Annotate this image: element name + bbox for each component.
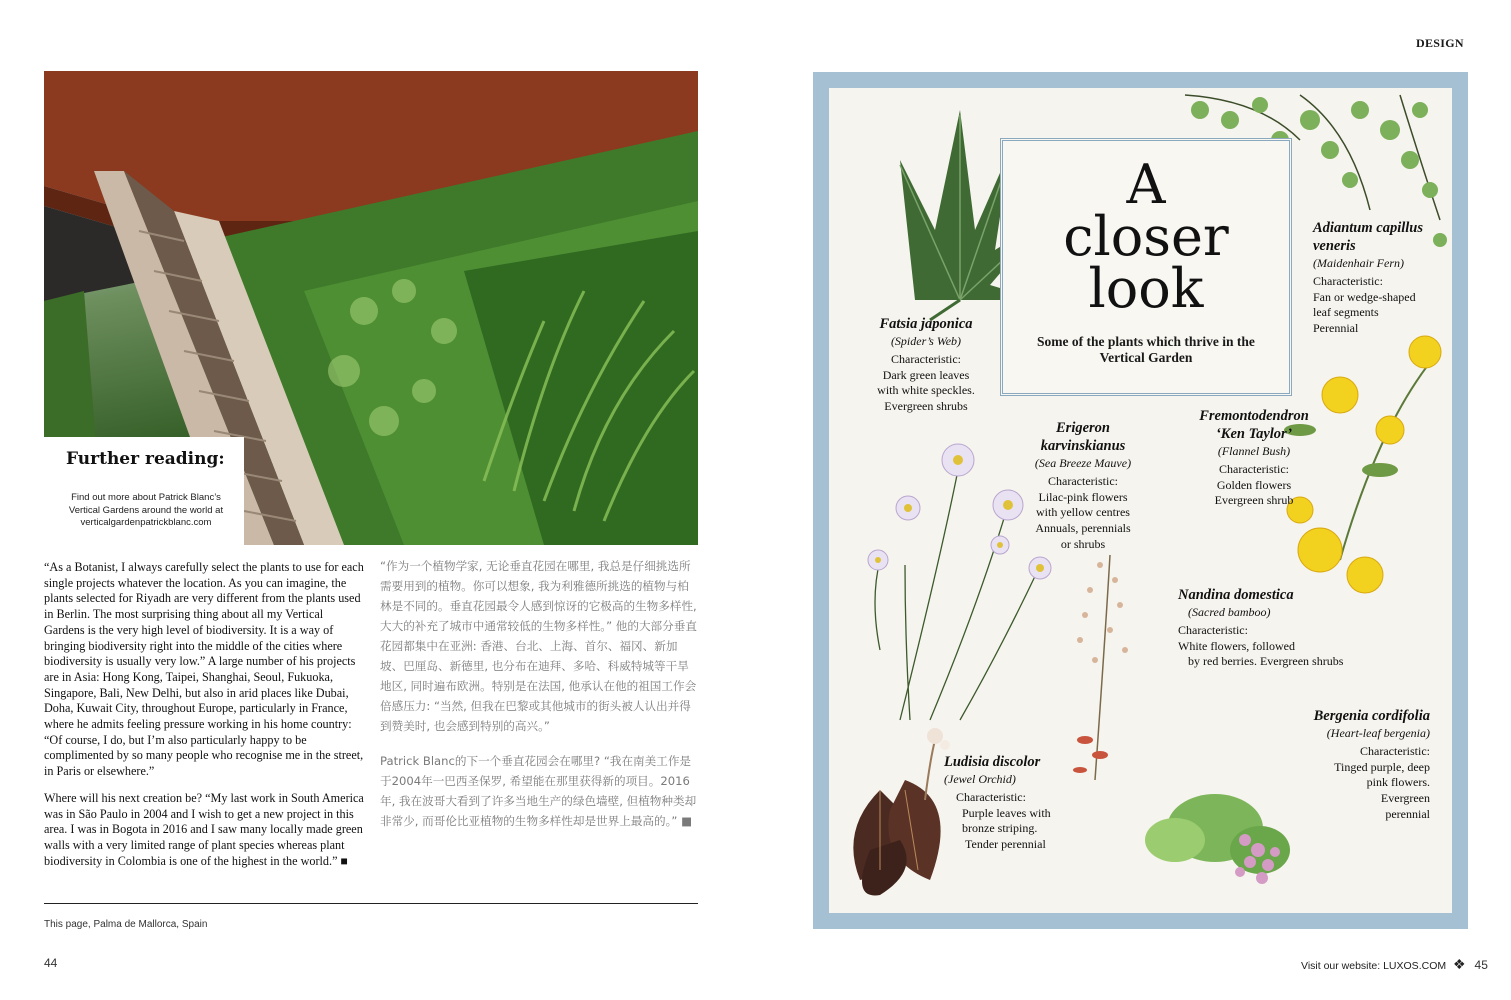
plant-common-name: (Sea Breeze Mauve) (1034, 456, 1132, 470)
plant-label: Characteristic: (1313, 274, 1383, 288)
plant-common-name: (Spider’s Web) (890, 334, 962, 348)
english-paragraph-2: Where will his next creation be? “My last work in South America was in São Paulo in 2004 and I wish to get a new project in this area. I was in Bogota in 2016 and I saw many locally made green walls with a very limited range of plant species whereas plant biodiversity in Colombia is one of the highest in the world.” ■ (44, 790, 364, 868)
plant-desc-line: Evergreen shrub (1214, 493, 1294, 508)
further-reading-text: Find out more about Patrick Blanc’s Vertical Gardens around the world at verticalgardenpatrickblanc.com (68, 492, 224, 528)
orchid-icon (853, 728, 950, 895)
plant-desc-line: pink flowers. (1366, 775, 1430, 790)
plant-desc-line: White flowers, followed (1178, 638, 1295, 653)
plant-desc-line: by red berries. Evergreen shrubs (1188, 654, 1344, 669)
plant-name: Fremontodendron ‘Ken Taylor’ (1199, 408, 1309, 442)
plant-desc-line: or shrubs (1060, 536, 1106, 551)
plant-ludisia (944, 753, 1074, 853)
plant-common-name: (Flannel Bush) (1217, 444, 1291, 458)
plant-name: Bergenia cordifolia (1313, 708, 1430, 724)
english-paragraph-1: “As a Botanist, I always carefully select the plants to use for each single projects whatever the location. As you can imagine, the plants selected for Riyadh are very different from the plants used in Berlin. The most surprising thing about all my Vertical Gardens is the very high level of biodiversity. It is a way of bringing biodiversity right into the middle of the cities where biodiversity is usually very low.” A large number of his projects are in Asia: Hong Kong, Taipei, Shanghai, Seoul, Fukuoka, Singapore, Bali, New Delhi, but also in arid places like Dubai, Doha, Kuwait City, throughout Europe, particularly in France, where he admits feeling pressure working in his home country: “Of course, I do, but I’m also particularly happy to be complimented by so many people who recognise me in the street, in Paris or elsewhere.” (44, 560, 364, 779)
nandina-icon (1073, 555, 1128, 780)
title-line-2: closer (1063, 205, 1229, 268)
plant-name: Ludisia discolor (944, 754, 1041, 770)
plant-name: Fatsia japonica (879, 316, 973, 332)
plant-desc-line: leaf segments (1313, 305, 1379, 320)
plant-desc-line: Perennial (1313, 321, 1359, 336)
plant-desc-line: with yellow centres (1036, 505, 1130, 520)
plant-desc-line: Tinged purple, deep (1334, 759, 1430, 774)
plant-desc-line: with white speckles. (877, 383, 975, 398)
plant-label: Characteristic: (1048, 474, 1118, 488)
plant-name: Adiantum capillus veneris (1313, 220, 1423, 254)
page-number-right: 45 (1474, 958, 1488, 972)
title-line-3: look (1088, 257, 1204, 320)
plant-label: Characteristic: (1360, 744, 1430, 758)
plant-desc-line: Tender perennial (965, 837, 1046, 852)
plant-desc-line: Evergreen shrubs (884, 399, 968, 414)
plant-desc-line: Fan or wedge-shaped (1313, 289, 1416, 304)
page-number-left: 44 (44, 956, 58, 970)
plant-common-name: (Jewel Orchid) (944, 772, 1016, 786)
plant-fatsia (858, 315, 994, 415)
further-reading-heading: Further reading: (66, 449, 225, 469)
plant-desc-line: Lilac-pink flowers (1038, 489, 1128, 504)
plant-desc-line: Golden flowers (1216, 477, 1292, 492)
diamond-logo-icon: ❖ (1453, 956, 1466, 972)
chinese-paragraph-1: “作为一个植物学家, 无论垂直花园在哪里, 我总是仔细挑选所需要用到的植物。你可以想象, 我为利雅德所挑选的植物与柏林是不同的。垂直花园最令人感到惊讶的它极高的生物多样性, 大大的补充了城市中通常较低的生物多样性。” 他的大部分垂直花园都集中在亚洲: 香港、台北、上海、首尔、福冈、新加坡、巴厘岛、新德里, 也分布在迪拜、多哈、科威特城等干旱地区, 同时遍布欧洲。特别是在法国, 他承认在他的祖国工作会倍感压力: “当然, 但我在巴黎或其他城市的街头被人认出并得到赞美时, 也会感到特别的高兴。” (380, 559, 697, 733)
plant-desc-line: Annuals, perennials (1035, 521, 1131, 536)
plant-adiantum (1313, 219, 1443, 337)
photo-caption: This page, Palma de Mallorca, Spain (44, 919, 208, 930)
bergenia-icon (1145, 794, 1290, 884)
plant-desc-line: bronze striping. (962, 821, 1038, 836)
title-box (1000, 138, 1292, 396)
subtitle: Some of the plants which thrive in the Vertical Garden (1037, 334, 1255, 365)
plant-common-name: (Sacred bamboo) (1188, 605, 1271, 619)
plant-label: Characteristic: (1219, 462, 1289, 476)
plant-common-name: (Maidenhair Fern) (1313, 256, 1404, 270)
plant-name: Erigeron karvinskianus (1040, 420, 1126, 454)
chinese-paragraph-2: Patrick Blanc的下一个垂直花园会在哪里? “我在南美工作是于2004年一巴西圣保罗, 希望能在那里获得新的项目。2016年, 我在波哥大看到了许多当地生产的绿色墙壁, 但植物种类却非常少, 而哥伦比亚植物的生物多样性却是世界上最高的。” ■ (380, 754, 697, 828)
plant-nandina (1178, 586, 1378, 670)
title (1003, 153, 1289, 320)
plant-label: Characteristic: (1178, 623, 1248, 637)
title-line-1: A (1126, 153, 1166, 216)
plant-fremontodendron (1186, 407, 1322, 509)
plant-label: Characteristic: (956, 790, 1026, 804)
plant-desc-line: Purple leaves with (962, 805, 1051, 820)
plant-desc-line: Dark green leaves (882, 367, 970, 382)
plant-common-name: (Heart-leaf bergenia) (1326, 726, 1430, 740)
plant-desc-line: Evergreen (1380, 791, 1430, 806)
plant-desc-line: perennial (1385, 806, 1430, 821)
website-footer (1301, 956, 1488, 973)
plant-name: Nandina domestica (1178, 587, 1294, 603)
section-label: DESIGN (1416, 36, 1464, 50)
website-text: Visit our website: LUXOS.COM (1301, 960, 1447, 972)
plant-erigeron (1024, 419, 1142, 553)
plant-label: Characteristic: (891, 352, 961, 366)
plant-bergenia (1290, 707, 1430, 823)
